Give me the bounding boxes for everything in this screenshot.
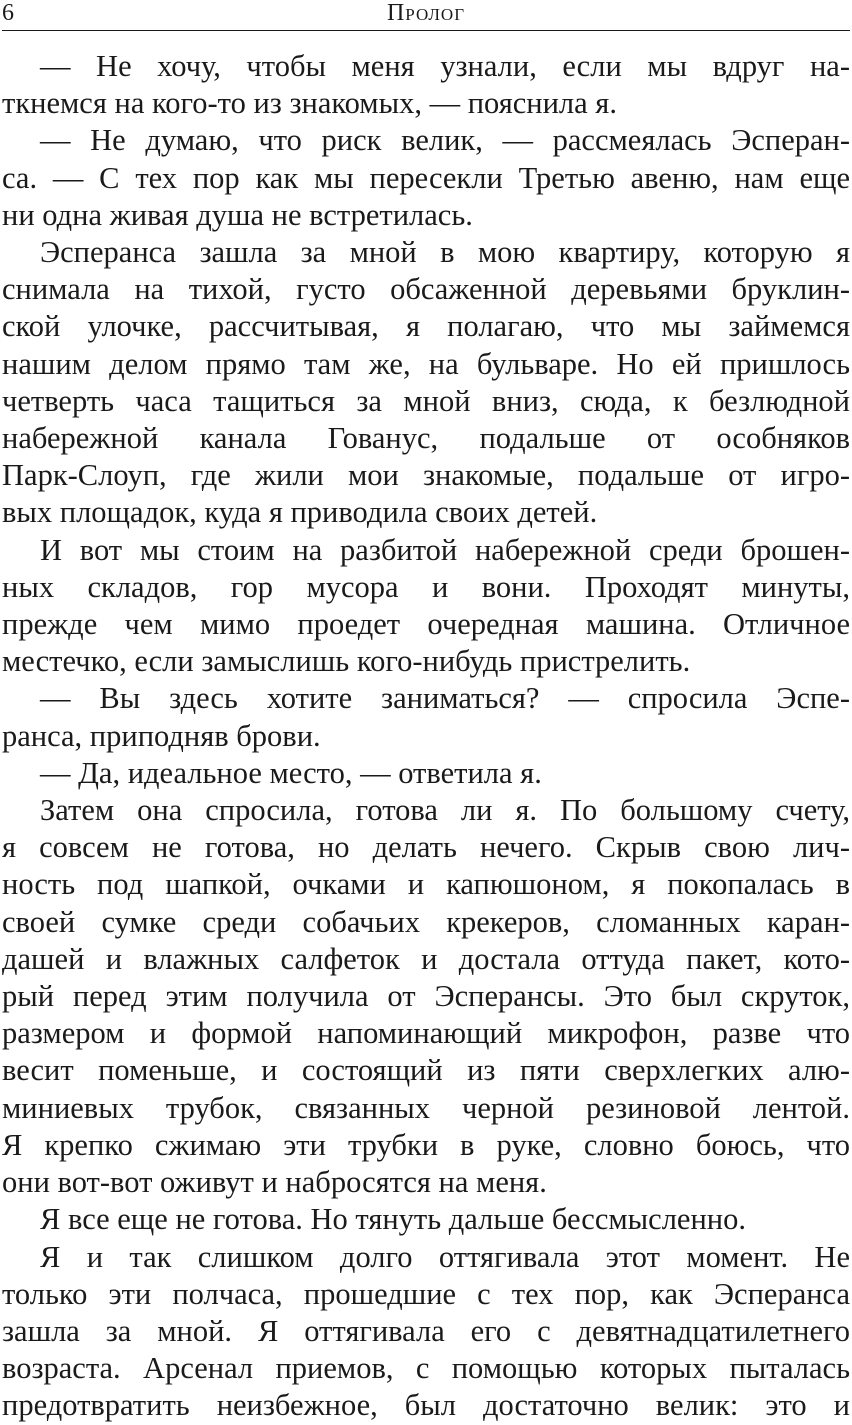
- text-line: ской улочке, рассчитывая, я полагаю, что мы займемся: [2, 309, 850, 344]
- text-line: набережной канала Гованус, подальше от особняков: [2, 421, 850, 456]
- text-line: Я и так слишком долго оттягивала этот момент. Не: [40, 1239, 850, 1274]
- running-head: Пролог: [386, 0, 466, 26]
- text-line: возраста. Арсенал приемов, с помощью которых пыталась: [2, 1351, 850, 1386]
- text-line: дашей и влажных салфеток и достала оттуда пакет, кото-: [2, 941, 850, 976]
- text-line: они вот-вот оживут и набросятся на меня.: [2, 1165, 547, 1200]
- text-line: весит поменьше, и состоящий из пяти сверхлегких алю-: [2, 1053, 850, 1088]
- paragraph: [2, 234, 850, 532]
- paragraph: [2, 1201, 850, 1238]
- text-line: я совсем не готова, но делать нечего. Скрыв свою лич-: [2, 830, 850, 865]
- text-line: са. — С тех пор как мы пересекли Третью авеню, нам еще: [2, 160, 850, 195]
- text-line: миниевых трубок, связанных черной резиновой лентой.: [2, 1090, 850, 1125]
- text-line: — Не думаю, что риск велик, — рассмеялась Эсперан-: [40, 123, 850, 158]
- text-line: Эсперанса зашла за мной в мою квартиру, которую я: [40, 235, 850, 270]
- text-line: только эти полчаса, прошедшие с тех пор, как Эсперанса: [2, 1276, 850, 1311]
- text-line: — Вы здесь хотите заниматься? — спросила Эспе-: [40, 681, 850, 716]
- text-line: нашим делом прямо там же, на бульваре. Но ей пришлось: [2, 346, 850, 381]
- paragraph: [2, 1239, 850, 1425]
- text-line: — Не хочу, чтобы меня узнали, если мы вдруг на-: [40, 49, 850, 83]
- text-line: ранса, приподняв брови.: [2, 718, 321, 753]
- text-line: прежде чем мимо проедет очередная машина. Отличное: [2, 607, 850, 642]
- paragraph: [2, 680, 850, 754]
- paragraph: [2, 755, 850, 792]
- text-line: ни одна живая душа не встретилась.: [2, 197, 473, 232]
- page-header: [2, 0, 850, 31]
- text-line: ность под шапкой, очками и капюшоном, я покопалась в: [2, 867, 850, 902]
- paragraph: [2, 792, 850, 1201]
- text-line: местечко, если замыслишь кого-нибудь пристрелить.: [2, 644, 691, 679]
- text-line: размером и формой напоминающий микрофон, разве что: [2, 1016, 850, 1051]
- paragraph: [2, 532, 850, 681]
- text-line: рый перед этим получила от Эсперансы. Это был скруток,: [2, 979, 850, 1014]
- body-text: [2, 48, 850, 1425]
- text-line: Я крепко сжимаю эти трубки в руке, словно боюсь, что: [2, 1127, 850, 1162]
- paragraph: [2, 122, 850, 234]
- text-line: предотвратить неизбежное, был достаточно велик: это и: [2, 1388, 850, 1423]
- text-line: Я все еще не готова. Но тянуть дальше бессмысленно.: [40, 1202, 746, 1237]
- text-line: — Да, идеальное место, — ответила я.: [40, 755, 542, 790]
- text-line: своей сумке среди собачьих крекеров, сломанных каран-: [2, 904, 850, 939]
- text-line: Затем она спросила, готова ли я. По большому счету,: [40, 793, 850, 828]
- text-line: вых площадок, куда я приводила своих детей.: [2, 495, 598, 530]
- text-line: четверть часа тащиться за мной вниз, сюда, к безлюдной: [2, 383, 850, 418]
- text-line: Парк-Слоуп, где жили мои знакомые, подальше от игро-: [2, 458, 850, 493]
- paragraph: [2, 48, 850, 122]
- text-line: ных складов, гор мусора и вони. Проходят минуты,: [2, 569, 850, 604]
- page-number: 6: [2, 0, 14, 26]
- text-line: зашла за мной. Я оттягивала его с девятнадцатилетнего: [2, 1313, 850, 1348]
- text-line: ткнемся на кого-то из знакомых, — пояснила я.: [2, 86, 617, 121]
- text-line: снимала на тихой, густо обсаженной деревьями бруклин-: [2, 272, 850, 307]
- text-line: И вот мы стоим на разбитой набережной среди брошен-: [40, 532, 850, 567]
